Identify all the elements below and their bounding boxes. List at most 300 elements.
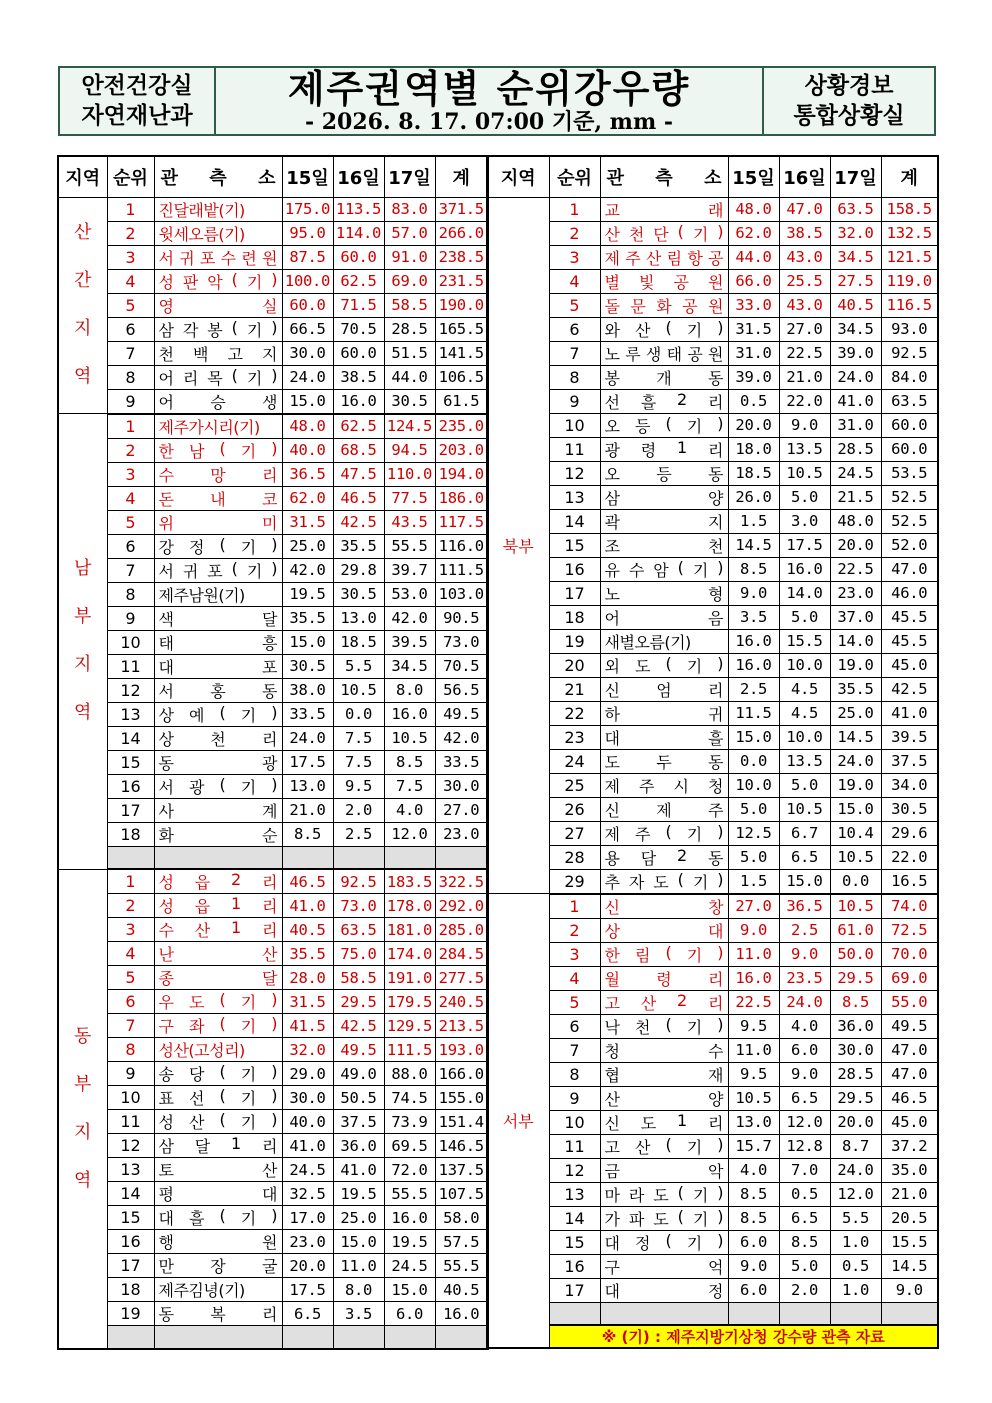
footnote: ※ (기) : 제주지방기상청 강수량 관측 자료: [549, 1325, 938, 1348]
blank-cell: [728, 1302, 779, 1325]
station-cell: [154, 654, 282, 678]
rainfall-d17-cell: 22.5: [830, 557, 881, 581]
rainfall-total-cell: 84.0: [881, 365, 938, 389]
station-cell: [600, 317, 728, 341]
station-cell: [154, 798, 282, 822]
station-cell: [600, 1206, 728, 1230]
rainfall-d17-cell: 30.5: [384, 389, 435, 414]
station-cell: [600, 245, 728, 269]
rainfall-d15-cell: 24.0: [282, 365, 333, 389]
station-name-text: 사 계: [158, 801, 278, 821]
table-row: [58, 869, 488, 894]
rainfall-total-cell: 63.5: [881, 389, 938, 413]
rank-cell: 3: [549, 942, 600, 966]
rank-cell: 5: [107, 510, 154, 534]
rainfall-d16-cell: 25.5: [779, 269, 830, 293]
station-name-text: 어 음: [604, 608, 724, 628]
rainfall-d15-cell: 48.0: [728, 197, 779, 221]
station-cell: [600, 509, 728, 533]
rainfall-d15-cell: 24.5: [282, 1158, 333, 1182]
rainfall-d15-cell: 8.5: [282, 822, 333, 846]
rainfall-d15-cell: 41.0: [282, 1134, 333, 1158]
station-name-text: 하 귀: [604, 704, 724, 724]
rainfall-d15-cell: 10.5: [728, 1086, 779, 1110]
table-row: [58, 486, 488, 510]
rainfall-total-cell: 40.5: [435, 1278, 488, 1302]
rank-cell: 1: [549, 894, 600, 919]
rainfall-d17-cell: 10.5: [384, 726, 435, 750]
rainfall-d16-cell: 5.0: [779, 605, 830, 629]
blank-cell: [435, 846, 488, 869]
rainfall-d17-cell: 19.0: [830, 653, 881, 677]
station-name-text: 어 리 목 ( 기 ): [158, 365, 278, 388]
rainfall-d17-cell: 34.5: [830, 317, 881, 341]
station-cell: [600, 1038, 728, 1062]
rank-cell: 14: [107, 1182, 154, 1206]
header-department: [60, 68, 216, 134]
station-cell: [600, 725, 728, 749]
station-cell: [154, 606, 282, 630]
rank-cell: 3: [107, 245, 154, 269]
rainfall-d15-cell: 11.0: [728, 942, 779, 966]
rainfall-d16-cell: 7.0: [779, 1158, 830, 1182]
rainfall-d15-cell: 6.0: [728, 1230, 779, 1254]
rainfall-total-cell: 45.5: [881, 605, 938, 629]
rainfall-d17-cell: 1.0: [830, 1278, 881, 1302]
rainfall-total-cell: 240.5: [435, 990, 488, 1014]
rainfall-d16-cell: 3.0: [779, 509, 830, 533]
rainfall-d16-cell: 2.0: [333, 798, 384, 822]
station-name-text: 금 악: [604, 1161, 724, 1181]
table-row: [58, 293, 488, 317]
rainfall-d16-cell: 10.5: [333, 678, 384, 702]
rainfall-d17-cell: 12.0: [384, 822, 435, 846]
rainfall-d15-cell: 28.0: [282, 966, 333, 990]
rainfall-d16-cell: 41.0: [333, 1158, 384, 1182]
rainfall-d16-cell: 13.5: [779, 749, 830, 773]
rainfall-d15-cell: 41.0: [282, 894, 333, 918]
station-name-text: 조 천: [604, 536, 724, 556]
table-row: [58, 1182, 488, 1206]
station-name-text: 고 산 ( 기 ): [604, 1134, 724, 1157]
rainfall-d16-cell: 6.5: [779, 845, 830, 869]
header-left-line1: 안전건강실: [81, 73, 193, 99]
rainfall-d15-cell: 35.5: [282, 606, 333, 630]
rainfall-total-cell: 166.0: [435, 1062, 488, 1086]
station-cell: [154, 678, 282, 702]
rainfall-d17-cell: 10.5: [830, 845, 881, 869]
rainfall-total-cell: 16.5: [881, 869, 938, 894]
station-cell: [600, 341, 728, 365]
rainfall-total-cell: 52.5: [881, 509, 938, 533]
rainfall-d17-cell: 10.4: [830, 821, 881, 845]
col-station-char: 측: [655, 167, 673, 189]
rainfall-d15-cell: 35.5: [282, 942, 333, 966]
rank-cell: 6: [107, 990, 154, 1014]
rank-cell: 13: [107, 702, 154, 726]
station-name-text: 수 망 리: [158, 465, 278, 485]
station-name-text: 한 남 ( 기 ): [158, 438, 278, 461]
blank-cell: [282, 846, 333, 869]
rank-cell: 9: [107, 606, 154, 630]
rainfall-d16-cell: 3.5: [333, 1302, 384, 1326]
table-row: [58, 606, 488, 630]
station-cell: [600, 533, 728, 557]
rainfall-total-cell: 55.0: [881, 990, 938, 1014]
rainfall-total-cell: 193.0: [435, 1038, 488, 1062]
rainfall-d17-cell: 8.5: [384, 750, 435, 774]
station-cell: [600, 749, 728, 773]
table-row: [58, 1110, 488, 1134]
table-row: [487, 581, 938, 605]
rainfall-total-cell: 37.5: [881, 749, 938, 773]
rainfall-total-cell: 55.5: [435, 1254, 488, 1278]
station-name-text: 새별오름(기): [604, 632, 691, 652]
rainfall-total-cell: 22.0: [881, 845, 938, 869]
rainfall-d17-cell: 20.0: [830, 533, 881, 557]
table-header-row: [58, 156, 488, 197]
station-cell: [600, 1062, 728, 1086]
region-cell: [58, 414, 107, 870]
rainfall-d15-cell: 66.5: [282, 317, 333, 341]
station-cell: [600, 485, 728, 509]
station-cell: [154, 245, 282, 269]
rainfall-d16-cell: 12.0: [779, 1110, 830, 1134]
station-cell: [600, 894, 728, 919]
rainfall-d15-cell: 46.5: [282, 869, 333, 894]
rainfall-d17-cell: 61.0: [830, 918, 881, 942]
table-row: [58, 1038, 488, 1062]
table-row: [487, 918, 938, 942]
station-cell: [600, 413, 728, 437]
rainfall-d17-cell: 91.0: [384, 245, 435, 269]
rainfall-d15-cell: 5.0: [728, 797, 779, 821]
station-cell: [154, 1278, 282, 1302]
rank-cell: 17: [549, 581, 600, 605]
rainfall-d17-cell: 23.0: [830, 581, 881, 605]
rainfall-d15-cell: 100.0: [282, 269, 333, 293]
table-row: [58, 389, 488, 414]
rainfall-d16-cell: 5.5: [333, 654, 384, 678]
rainfall-d15-cell: 15.0: [282, 630, 333, 654]
region-char: 지: [74, 318, 92, 340]
rank-cell: 2: [107, 438, 154, 462]
rank-cell: 3: [107, 462, 154, 486]
rainfall-d15-cell: 15.0: [282, 389, 333, 414]
rainfall-d16-cell: 42.5: [333, 510, 384, 534]
table-row: [58, 438, 488, 462]
rainfall-total-cell: 20.5: [881, 1206, 938, 1230]
rainfall-total-cell: 235.0: [435, 414, 488, 439]
station-cell: [600, 1110, 728, 1134]
rainfall-d17-cell: 28.5: [830, 1062, 881, 1086]
rainfall-total-cell: 52.0: [881, 533, 938, 557]
rank-cell: 7: [107, 558, 154, 582]
rainfall-d16-cell: 22.0: [779, 389, 830, 413]
rainfall-d16-cell: 60.0: [333, 245, 384, 269]
table-row: [487, 485, 938, 509]
blank-cell: [333, 1326, 384, 1349]
rainfall-total-cell: 92.5: [881, 341, 938, 365]
rainfall-total-cell: 277.5: [435, 966, 488, 990]
table-row: [487, 197, 938, 221]
station-name-text: 노 루 생 태 공 원: [604, 344, 724, 364]
rainfall-d16-cell: 4.5: [779, 677, 830, 701]
rainfall-total-cell: 45.0: [881, 653, 938, 677]
rainfall-d16-cell: 73.0: [333, 894, 384, 918]
rank-cell: 19: [549, 629, 600, 653]
col-day16: 16일: [333, 156, 384, 197]
station-name-text: 신 엄 리: [604, 680, 724, 700]
station-cell: [600, 221, 728, 245]
rainfall-d16-cell: 2.5: [779, 918, 830, 942]
table-row: [487, 701, 938, 725]
station-name-text: 상 예 ( 기 ): [158, 702, 278, 725]
rainfall-d15-cell: 22.5: [728, 990, 779, 1014]
table-row: [487, 797, 938, 821]
rank-cell: 4: [107, 269, 154, 293]
rank-cell: 1: [107, 414, 154, 439]
rainfall-d15-cell: 1.5: [728, 509, 779, 533]
station-cell: [154, 966, 282, 990]
station-cell: [600, 653, 728, 677]
station-name-text: 성산(고성리): [158, 1041, 245, 1061]
station-cell: [154, 1014, 282, 1038]
rainfall-d17-cell: 111.5: [384, 1038, 435, 1062]
rainfall-d17-cell: 83.0: [384, 197, 435, 221]
rainfall-d16-cell: 15.5: [779, 629, 830, 653]
col-station: [154, 156, 282, 197]
rainfall-d15-cell: 40.5: [282, 918, 333, 942]
rainfall-total-cell: 61.5: [435, 389, 488, 414]
rank-cell: 15: [549, 533, 600, 557]
station-cell: [600, 1086, 728, 1110]
rainfall-d17-cell: 4.0: [384, 798, 435, 822]
table-row: [487, 749, 938, 773]
station-name-text: 난 산: [158, 945, 278, 965]
rank-cell: 10: [549, 1110, 600, 1134]
station-cell: [600, 1254, 728, 1278]
rainfall-d15-cell: 8.5: [728, 1182, 779, 1206]
rank-cell: 6: [549, 317, 600, 341]
station-name-text: 돌 문 화 공 원: [604, 296, 724, 316]
rainfall-d15-cell: 0.0: [728, 749, 779, 773]
col-day16: 16일: [779, 156, 830, 197]
rainfall-d17-cell: 37.0: [830, 605, 881, 629]
table-row: [487, 653, 938, 677]
rainfall-d15-cell: 30.0: [282, 341, 333, 365]
rainfall-total-cell: 41.0: [881, 701, 938, 725]
rainfall-d17-cell: 25.0: [830, 701, 881, 725]
station-name-text: 우 도 ( 기 ): [158, 990, 278, 1013]
rainfall-d17-cell: 12.0: [830, 1182, 881, 1206]
rank-cell: 15: [549, 1230, 600, 1254]
rainfall-d15-cell: 24.0: [282, 726, 333, 750]
blank-row: [487, 1302, 938, 1325]
table-row: [58, 269, 488, 293]
rainfall-d16-cell: 9.5: [333, 774, 384, 798]
rainfall-d17-cell: 16.0: [384, 1206, 435, 1230]
station-name-text: 제 주 ( 기 ): [604, 821, 724, 844]
rainfall-d15-cell: 4.0: [728, 1158, 779, 1182]
table-row: [58, 197, 488, 221]
station-name-text: 삼 각 봉 ( 기 ): [158, 317, 278, 340]
station-cell: [600, 1134, 728, 1158]
region-char: 역: [74, 702, 92, 724]
rainfall-total-cell: 93.0: [881, 317, 938, 341]
station-name-text: 대 정: [604, 1281, 724, 1301]
rainfall-d16-cell: 6.5: [779, 1206, 830, 1230]
rainfall-d17-cell: 39.7: [384, 558, 435, 582]
rainfall-d16-cell: 2.5: [333, 822, 384, 846]
station-cell: [600, 437, 728, 461]
rank-cell: 9: [549, 389, 600, 413]
rainfall-total-cell: 90.5: [435, 606, 488, 630]
rainfall-total-cell: 46.5: [881, 1086, 938, 1110]
rainfall-d15-cell: 29.0: [282, 1062, 333, 1086]
station-cell: [154, 558, 282, 582]
rainfall-d15-cell: 12.5: [728, 821, 779, 845]
rainfall-total-cell: 203.0: [435, 438, 488, 462]
rainfall-d15-cell: 48.0: [282, 414, 333, 439]
rainfall-d16-cell: 4.5: [779, 701, 830, 725]
station-cell: [600, 581, 728, 605]
rank-cell: 28: [549, 845, 600, 869]
rainfall-d17-cell: 21.5: [830, 485, 881, 509]
page-subtitle: - 2026. 8. 17. 07:00 기준, mm -: [304, 109, 674, 135]
table-row: [58, 1062, 488, 1086]
rainfall-d16-cell: 58.5: [333, 966, 384, 990]
rainfall-total-cell: 213.5: [435, 1014, 488, 1038]
rainfall-d17-cell: 74.5: [384, 1086, 435, 1110]
rainfall-d15-cell: 32.5: [282, 1182, 333, 1206]
rainfall-d17-cell: 181.0: [384, 918, 435, 942]
table-row: [58, 702, 488, 726]
station-name-text: 윗세오름(기): [158, 224, 245, 244]
station-name-text: 태 흥: [158, 633, 278, 653]
rainfall-d15-cell: 31.0: [728, 341, 779, 365]
rank-cell: 20: [549, 653, 600, 677]
rainfall-total-cell: 42.0: [435, 726, 488, 750]
table-row: [58, 1086, 488, 1110]
rainfall-d16-cell: 9.0: [779, 942, 830, 966]
station-name-text: 노 형: [604, 584, 724, 604]
rank-cell: 13: [549, 485, 600, 509]
rank-cell: 1: [107, 869, 154, 894]
rainfall-d17-cell: 57.0: [384, 221, 435, 245]
rainfall-d16-cell: 13.5: [779, 437, 830, 461]
region-cell: [58, 197, 107, 414]
rainfall-total-cell: 116.5: [881, 293, 938, 317]
rainfall-d17-cell: 69.0: [384, 269, 435, 293]
rainfall-total-cell: 72.5: [881, 918, 938, 942]
station-cell: [600, 461, 728, 485]
rainfall-total-cell: 21.0: [881, 1182, 938, 1206]
rainfall-d15-cell: 39.0: [728, 365, 779, 389]
station-name-text: 만 장 굴: [158, 1257, 278, 1277]
station-cell: [600, 1230, 728, 1254]
rainfall-d17-cell: 27.5: [830, 269, 881, 293]
rainfall-d16-cell: 43.0: [779, 245, 830, 269]
rainfall-d17-cell: 28.5: [830, 437, 881, 461]
region-cell: [58, 869, 107, 1349]
station-name-text: 가 파 도 ( 기 ): [604, 1206, 724, 1229]
rainfall-d15-cell: 13.0: [728, 1110, 779, 1134]
table-row: [487, 1062, 938, 1086]
station-name-text: 대 흘 ( 기 ): [158, 1206, 278, 1229]
rainfall-d15-cell: 30.5: [282, 654, 333, 678]
rainfall-d17-cell: 50.0: [830, 942, 881, 966]
blank-cell: [549, 1302, 600, 1325]
rainfall-total-cell: 35.0: [881, 1158, 938, 1182]
station-cell: [600, 557, 728, 581]
rainfall-d16-cell: 6.7: [779, 821, 830, 845]
rainfall-total-cell: 190.0: [435, 293, 488, 317]
rainfall-d16-cell: 38.5: [333, 365, 384, 389]
blank-cell: [600, 1302, 728, 1325]
station-cell: [154, 510, 282, 534]
rainfall-total-cell: 57.5: [435, 1230, 488, 1254]
station-cell: [154, 462, 282, 486]
region-char: 부: [74, 1073, 92, 1095]
rainfall-d17-cell: 42.0: [384, 606, 435, 630]
rainfall-d15-cell: 23.0: [282, 1230, 333, 1254]
table-row: [58, 798, 488, 822]
station-cell: [600, 966, 728, 990]
rainfall-d15-cell: 33.0: [728, 293, 779, 317]
rainfall-d16-cell: 47.0: [779, 197, 830, 221]
rank-cell: 5: [549, 293, 600, 317]
rank-cell: 26: [549, 797, 600, 821]
rainfall-d17-cell: 29.5: [830, 1086, 881, 1110]
rainfall-d16-cell: 27.0: [779, 317, 830, 341]
rainfall-total-cell: 52.5: [881, 485, 938, 509]
rainfall-d17-cell: 55.5: [384, 1182, 435, 1206]
col-station-char: 소: [258, 167, 276, 189]
rainfall-d17-cell: 174.0: [384, 942, 435, 966]
rainfall-d16-cell: 49.0: [333, 1062, 384, 1086]
table-row: [487, 605, 938, 629]
header-right-line2: 통합상황실: [793, 103, 905, 129]
rank-cell: 10: [549, 413, 600, 437]
station-name-text: 마 라 도 ( 기 ): [604, 1182, 724, 1205]
rainfall-d15-cell: 66.0: [728, 269, 779, 293]
station-name-text: 돈 내 코: [158, 489, 278, 509]
rainfall-d16-cell: 10.0: [779, 725, 830, 749]
rainfall-d15-cell: 42.0: [282, 558, 333, 582]
col-region: 지역: [487, 156, 549, 197]
rainfall-total-cell: 39.5: [881, 725, 938, 749]
rainfall-d15-cell: 13.0: [282, 774, 333, 798]
station-cell: [154, 1134, 282, 1158]
rank-cell: 5: [107, 293, 154, 317]
rank-cell: 4: [107, 486, 154, 510]
rainfall-total-cell: 119.0: [881, 269, 938, 293]
col-rank: 순위: [549, 156, 600, 197]
rainfall-total-cell: 74.0: [881, 894, 938, 919]
station-name-text: 한 림 ( 기 ): [604, 942, 724, 965]
station-cell: [600, 1014, 728, 1038]
rainfall-d15-cell: 17.5: [282, 750, 333, 774]
rainfall-d16-cell: 5.0: [779, 773, 830, 797]
table-row: [58, 414, 488, 439]
station-name-text: 오 등 동: [604, 464, 724, 484]
rainfall-total-cell: 73.0: [435, 630, 488, 654]
table-row: [487, 677, 938, 701]
rainfall-d17-cell: 44.0: [384, 365, 435, 389]
rainfall-d17-cell: 15.0: [384, 1278, 435, 1302]
rainfall-d16-cell: 71.5: [333, 293, 384, 317]
